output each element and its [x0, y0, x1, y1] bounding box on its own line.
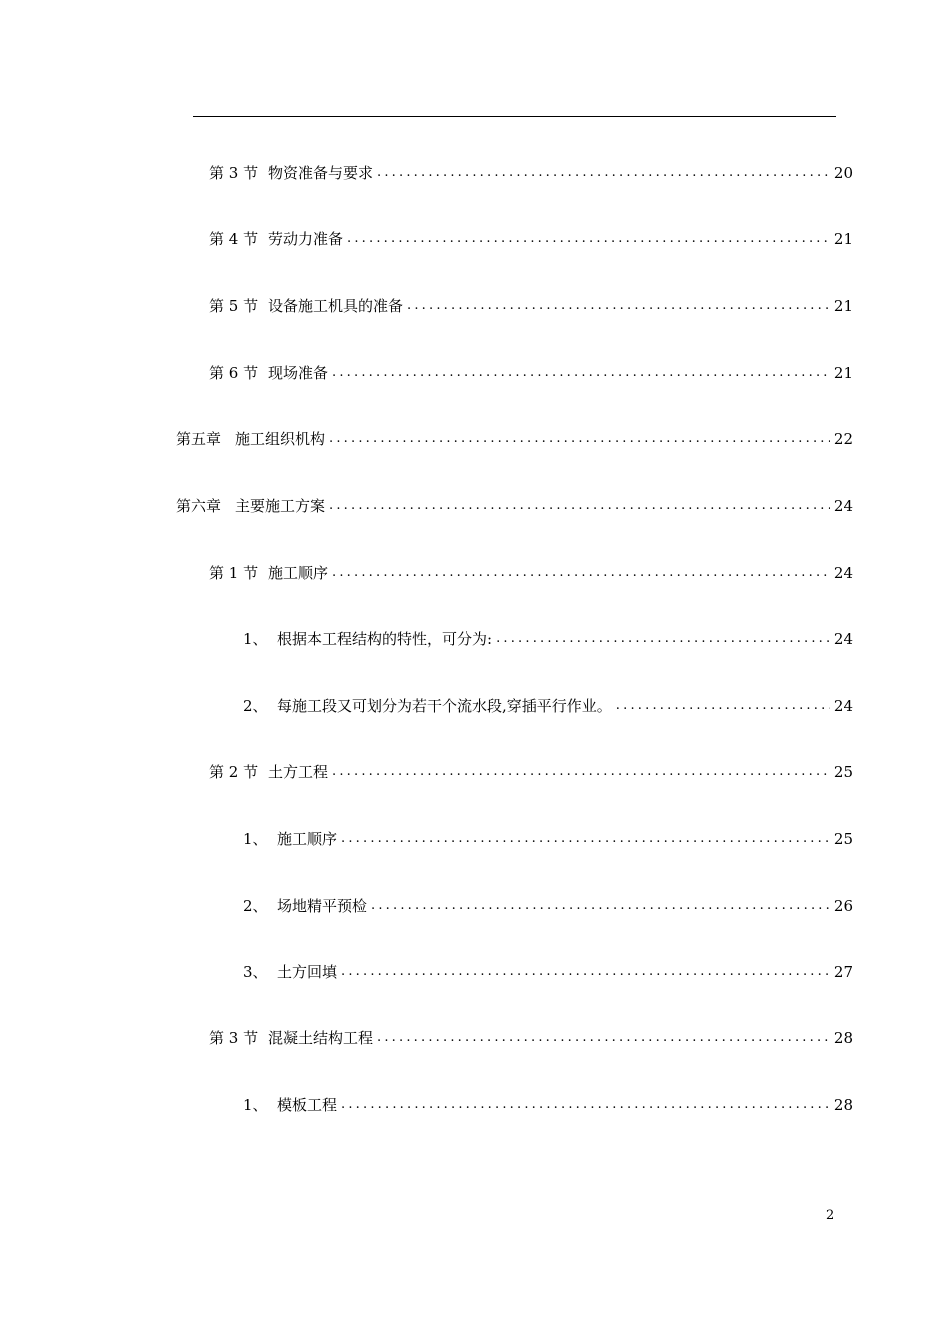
toc-entry-page: 21	[833, 297, 853, 315]
toc-entry-number: 第 6 节	[209, 364, 259, 382]
toc-entry-page: 21	[833, 364, 853, 382]
dot-leader	[371, 894, 830, 918]
dot-leader	[329, 494, 830, 518]
toc-entry-number: 1、	[243, 630, 268, 648]
toc-entry-title: 设备施工机具的准备	[268, 297, 404, 315]
toc-entry-title: 场地精平预检	[277, 897, 368, 915]
toc-entry[interactable]	[209, 361, 853, 385]
toc-entry-number: 第 1 节	[209, 564, 259, 582]
toc-entry-page: 24	[833, 497, 853, 515]
toc-entry-number: 3、	[243, 963, 268, 981]
dot-leader	[329, 427, 830, 451]
toc-entry-page: 24	[833, 697, 853, 715]
dot-leader	[341, 827, 830, 851]
page-number: 2	[826, 1208, 835, 1223]
toc-entry-page: 20	[833, 164, 853, 182]
toc-entry-title: 物资准备与要求	[268, 164, 374, 182]
toc-entry-title: 施工组织机构	[235, 430, 326, 448]
toc-entry-title: 施工顺序	[268, 564, 329, 582]
toc-entry-page: 24	[833, 630, 853, 648]
dot-leader	[341, 960, 830, 984]
toc-entry[interactable]	[243, 1093, 853, 1117]
toc-entry-number: 2、	[243, 697, 268, 715]
dot-leader	[341, 1093, 830, 1117]
toc-entry-number: 第 3 节	[209, 164, 259, 182]
toc-entry-number: 第 2 节	[209, 763, 259, 781]
dot-leader	[332, 561, 830, 585]
dot-leader	[347, 227, 830, 251]
toc-entry-title: 主要施工方案	[235, 497, 326, 515]
toc-entry-title: 土方回填	[277, 963, 338, 981]
toc-entry-page: 28	[833, 1096, 853, 1114]
toc-entry[interactable]	[209, 561, 853, 585]
dot-leader	[332, 361, 830, 385]
toc-entry-title: 施工顺序	[277, 830, 338, 848]
toc-entry[interactable]	[176, 494, 853, 518]
toc-entry-page: 27	[833, 963, 853, 981]
toc-entry[interactable]	[209, 294, 853, 318]
toc-entry-number: 第六章	[176, 497, 222, 515]
toc-entry[interactable]	[209, 227, 853, 251]
toc-entry[interactable]	[243, 827, 853, 851]
toc-entry[interactable]	[209, 1026, 853, 1050]
toc-entry[interactable]	[209, 760, 853, 784]
toc-entry-number: 1、	[243, 830, 268, 848]
toc-entry[interactable]	[243, 694, 853, 718]
toc-entry[interactable]	[176, 427, 853, 451]
dot-leader	[616, 694, 830, 718]
toc-entry-title: 根据本工程结构的特性，可分为:	[277, 630, 493, 648]
toc-entry-number: 第 5 节	[209, 297, 259, 315]
toc-entry-page: 21	[833, 230, 853, 248]
toc-entry-page: 28	[833, 1029, 853, 1047]
dot-leader	[496, 627, 830, 651]
toc-entry-number: 1、	[243, 1096, 268, 1114]
toc-entry-title: 现场准备	[268, 364, 329, 382]
toc-entry[interactable]	[209, 161, 853, 185]
toc-entry-number: 2、	[243, 897, 268, 915]
toc-entry-number: 第 3 节	[209, 1029, 259, 1047]
toc-entry-title: 模板工程	[277, 1096, 338, 1114]
dot-leader	[377, 1026, 830, 1050]
toc-entry-page: 25	[833, 830, 853, 848]
dot-leader	[332, 760, 830, 784]
toc-entry[interactable]	[243, 960, 853, 984]
toc-entry[interactable]	[243, 627, 853, 651]
toc-entry-title: 混凝土结构工程	[268, 1029, 374, 1047]
toc-entry-page: 26	[833, 897, 853, 915]
toc-entry-page: 22	[833, 430, 853, 448]
toc-entry-number: 第 4 节	[209, 230, 259, 248]
toc-entry-title: 劳动力准备	[268, 230, 344, 248]
toc-entry-page: 25	[833, 763, 853, 781]
dot-leader	[377, 161, 830, 185]
toc-entry-number: 第五章	[176, 430, 222, 448]
toc-entry[interactable]	[243, 894, 853, 918]
header-rule	[193, 116, 836, 117]
toc-entry-page: 24	[833, 564, 853, 582]
dot-leader	[407, 294, 830, 318]
toc-entry-title: 每施工段又可划分为若干个流水段,穿插平行作业。	[277, 697, 612, 715]
toc-entry-title: 土方工程	[268, 763, 329, 781]
